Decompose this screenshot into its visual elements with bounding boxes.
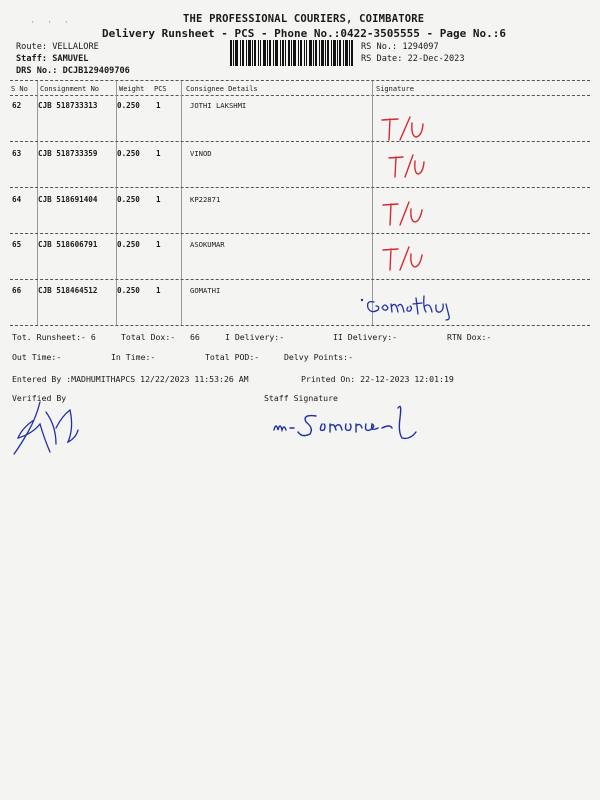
barcode-image xyxy=(230,40,354,66)
table-bottom-divider xyxy=(10,325,590,326)
header-consignment: Consignment No xyxy=(40,85,100,93)
drs-line xyxy=(16,66,130,76)
row-sno: 66 xyxy=(12,286,22,295)
row-weight: 0.250 xyxy=(117,149,140,158)
header-consignee: Consignee Details xyxy=(186,85,258,93)
printed-on: Printed On: 22-12-2023 12:01:19 xyxy=(301,374,454,384)
row-divider xyxy=(10,279,590,280)
entered-by: Entered By :MADHUMITHAPCS 12/22/2023 11:53:26 AM xyxy=(12,374,249,384)
column-divider xyxy=(181,81,182,325)
signature-row-64 xyxy=(380,199,426,227)
row-weight: 0.250 xyxy=(117,240,140,249)
header-sno: S No xyxy=(11,85,28,93)
row-consignee: VINOD xyxy=(190,149,212,158)
header-pcs: PCS xyxy=(154,85,167,93)
verified-by-signature xyxy=(10,398,80,458)
row-weight: 0.250 xyxy=(117,101,140,110)
row-consignment: CJB 518464512 xyxy=(38,286,98,295)
out-time: Out Time:- xyxy=(12,352,62,362)
row-consignee: JOTHI LAKSHMI xyxy=(190,101,247,110)
row-consignment: CJB 518733359 xyxy=(38,149,98,158)
row-consignment: CJB 518691404 xyxy=(38,195,98,204)
rs-no-value: 1294097 xyxy=(402,42,439,52)
signature-row-65 xyxy=(380,244,426,272)
rs-date-value: 22-Dec-2023 xyxy=(407,54,465,64)
in-time: In Time:- xyxy=(111,352,156,362)
staff-line xyxy=(16,54,88,64)
row-consignment: CJB 518733313 xyxy=(38,101,98,110)
row-pcs: 1 xyxy=(156,286,161,295)
row-pcs: 1 xyxy=(156,240,161,249)
header-signature: Signature xyxy=(376,85,414,93)
row-pcs: 1 xyxy=(156,195,161,204)
route-value: VELLALORE xyxy=(52,42,99,52)
staff-signature xyxy=(272,398,442,444)
company-title: THE PROFESSIONAL COURIERS, COIMBATORE xyxy=(183,13,425,25)
route-line xyxy=(16,42,99,52)
row-pcs: 1 xyxy=(156,149,161,158)
row-sno: 63 xyxy=(12,149,22,158)
ii-delivery: II Delivery:- xyxy=(333,332,398,342)
verified-by-label: Verified By xyxy=(12,393,67,403)
rs-no-line xyxy=(361,42,439,52)
table-top-divider xyxy=(10,80,590,81)
row-sno: 65 xyxy=(12,240,22,249)
route-label: Route: xyxy=(16,42,48,52)
total-dox-label: Total Dox:- xyxy=(121,332,176,342)
row-sno: 64 xyxy=(12,195,22,204)
row-weight: 0.250 xyxy=(117,195,140,204)
staff-signature-label: Staff Signature xyxy=(264,393,338,403)
total-pod: Total POD:- xyxy=(205,352,260,362)
rs-date-line xyxy=(361,54,465,64)
staff-value: SAMUVEL xyxy=(52,54,89,64)
rs-date-label: RS Date: xyxy=(361,54,403,64)
row-consignment: CJB 518606791 xyxy=(38,240,98,249)
row-divider xyxy=(10,141,590,142)
row-divider xyxy=(10,233,590,234)
runsheet-subtitle: Delivery Runsheet - PCS - Phone No.:0422-3505555 - Page No.:6 xyxy=(102,27,506,40)
staff-label: Staff: xyxy=(16,54,48,64)
table-header-divider xyxy=(10,95,590,96)
row-weight: 0.250 xyxy=(117,286,140,295)
row-pcs: 1 xyxy=(156,101,161,110)
rtn-dox: RTN Dox:- xyxy=(447,332,492,342)
signature-row-63 xyxy=(386,153,430,179)
row-consignee: KP22871 xyxy=(190,195,221,204)
row-consignee: GOMATHI xyxy=(190,286,221,295)
i-delivery: I Delivery:- xyxy=(225,332,285,342)
tot-runsheet: Tot. Runsheet:- 6 xyxy=(12,332,96,342)
header-weight: Weight xyxy=(119,85,145,93)
delvy-points: Delvy Points:- xyxy=(284,352,354,362)
column-divider xyxy=(372,81,373,325)
rs-no-label: RS No.: xyxy=(361,42,398,52)
signature-row-62 xyxy=(378,114,428,142)
faint-stamp-mark: · · · xyxy=(30,18,73,28)
row-divider xyxy=(10,187,590,188)
drs-value: DCJB129409706 xyxy=(62,66,130,76)
signature-row-66 xyxy=(360,290,482,322)
drs-label: DRS No.: xyxy=(16,66,58,76)
total-dox-value: 66 xyxy=(190,332,200,342)
row-consignee: ASOKUMAR xyxy=(190,240,225,249)
row-sno: 62 xyxy=(12,101,22,110)
